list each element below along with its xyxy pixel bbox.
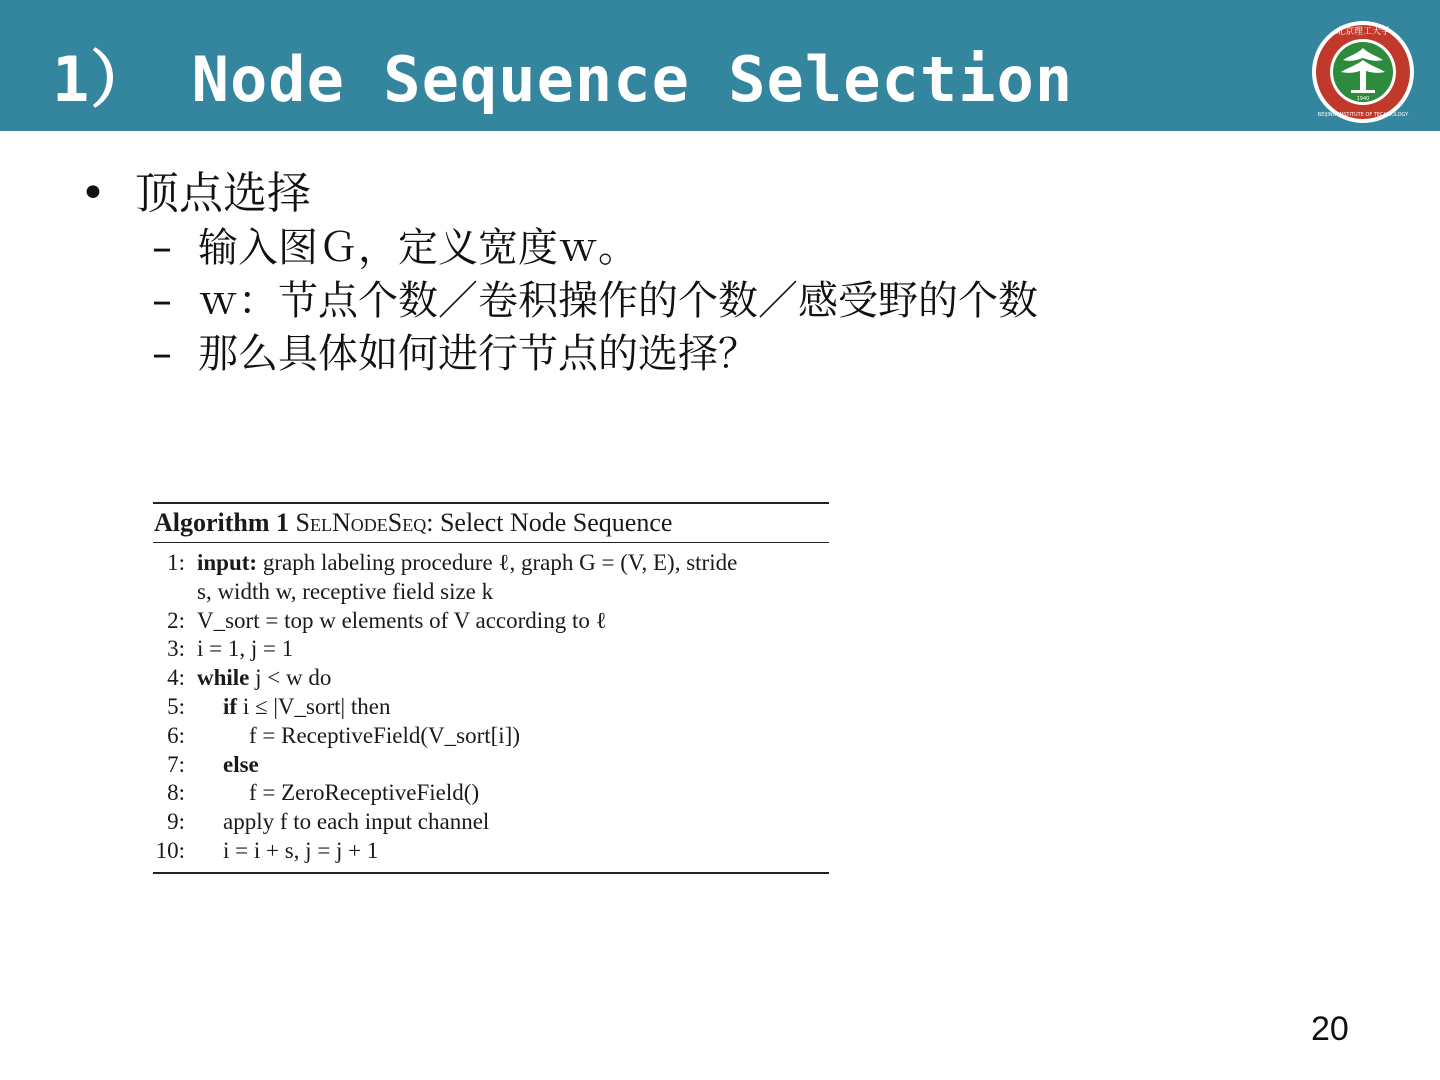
svg-text:北京理工大学: 北京理工大学 xyxy=(1335,27,1391,37)
algorithm-line xyxy=(153,808,829,837)
algorithm-header: Algorithm 1 SelNodeSeq: Select Node Sequence xyxy=(154,508,673,537)
line-number: 1: xyxy=(167,550,185,575)
algorithm-line xyxy=(153,635,829,664)
algorithm-line xyxy=(153,664,829,693)
algorithm-line xyxy=(153,549,829,578)
algorithm-line xyxy=(153,578,829,607)
line-number: 3: xyxy=(167,636,185,662)
bullet-dot: • xyxy=(80,168,106,219)
algorithm-line xyxy=(153,693,829,722)
algorithm-line xyxy=(153,722,829,751)
bottom-rule xyxy=(153,872,829,874)
line-text: s, width w, receptive field size k xyxy=(197,578,494,604)
title-bar xyxy=(0,0,1440,131)
line-number: 8: xyxy=(167,780,185,806)
university-seal-icon xyxy=(1311,20,1415,124)
algorithm-body xyxy=(153,543,829,872)
line-number: 5: xyxy=(167,693,185,719)
algorithm-name: SelNodeSeq xyxy=(295,508,427,537)
line-code xyxy=(197,578,493,607)
line-number: 4: xyxy=(167,665,185,691)
line-code xyxy=(223,808,489,837)
line-number: 9: xyxy=(167,809,185,835)
keyword: while xyxy=(197,665,250,691)
line-code xyxy=(197,664,331,693)
line-code xyxy=(197,635,293,664)
line-text: i = i + s, j = j + 1 xyxy=(223,837,379,863)
svg-text:1940: 1940 xyxy=(1356,96,1370,102)
line-number: 2: xyxy=(167,607,185,633)
keyword: if xyxy=(223,693,238,719)
line-code xyxy=(223,693,391,722)
algorithm-line xyxy=(153,751,829,780)
line-text: apply f to each input channel xyxy=(223,809,490,835)
svg-text:BEIJING INSTITUTE OF TECHNOLOG: BEIJING INSTITUTE OF TECHNOLOGY xyxy=(1317,112,1409,118)
line-text: f = ReceptiveField(V_sort[i]) xyxy=(249,722,521,748)
line-code xyxy=(223,837,378,866)
line-text: j < w do xyxy=(249,665,332,691)
algorithm-line xyxy=(153,837,829,866)
algorithm-line xyxy=(153,779,829,808)
line-number: 10: xyxy=(155,837,185,863)
algorithm-caption: : Select Node Sequence xyxy=(426,508,673,537)
line-text: f = ZeroReceptiveField() xyxy=(249,780,480,806)
keyword: else xyxy=(223,751,259,777)
line-text: i ≤ |V_sort| then xyxy=(237,693,391,719)
page-number: 20 xyxy=(1311,1010,1349,1048)
line-code xyxy=(197,607,607,636)
keyword: input: xyxy=(197,550,258,575)
line-code xyxy=(197,549,737,578)
slide-title: 1） Node Sequence Selection xyxy=(52,43,1074,116)
line-text: graph labeling procedure ℓ, graph G = (V, E), stride xyxy=(257,550,738,575)
line-text: V_sort = top w elements of V according to ℓ xyxy=(197,607,607,633)
algorithm-line xyxy=(153,607,829,636)
line-code xyxy=(249,779,479,808)
algorithm-figure xyxy=(153,502,829,874)
line-code xyxy=(223,751,259,780)
line-code xyxy=(249,722,520,751)
line-text: i = 1, j = 1 xyxy=(197,636,294,662)
line-number: 7: xyxy=(167,751,185,777)
line-number: 6: xyxy=(167,722,185,748)
